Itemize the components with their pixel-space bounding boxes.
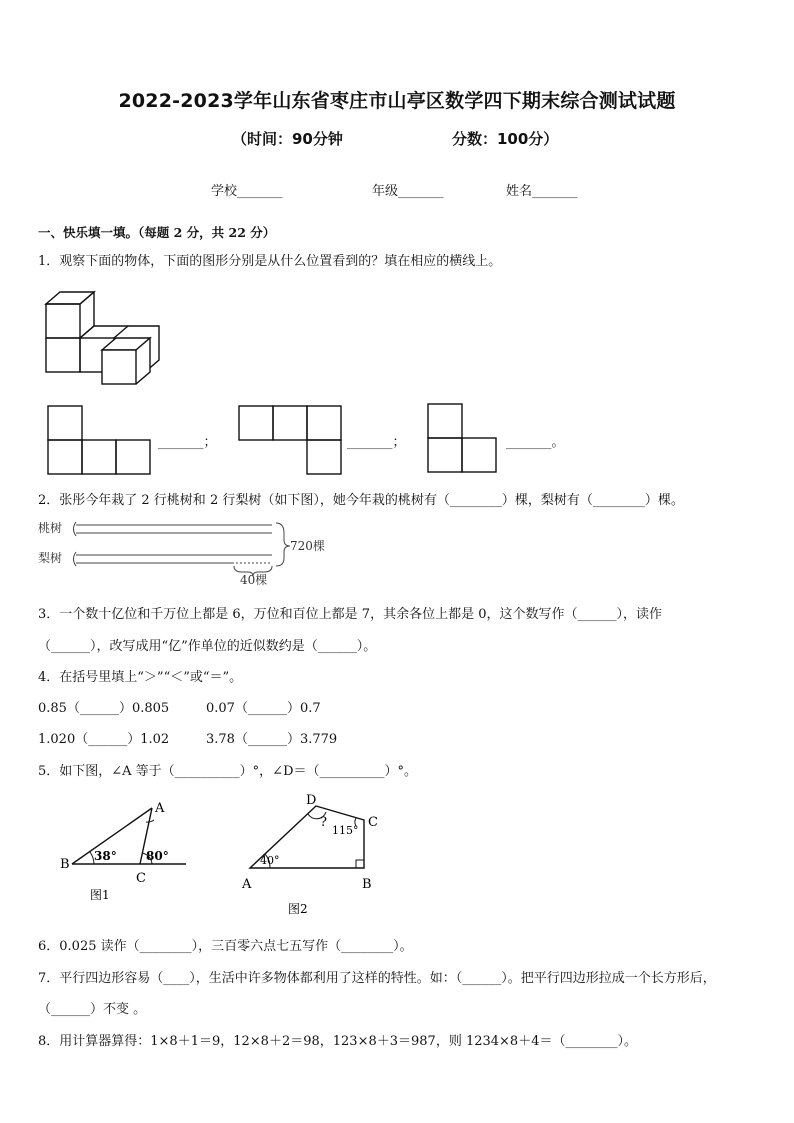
time-label: （时间：90分钟: [232, 130, 343, 148]
question-4-text: 4．在括号里填上“＞”“＜”或“＝”。: [38, 670, 243, 685]
peach-label: 桃树: [38, 521, 63, 535]
svg-text:A: A: [242, 877, 252, 892]
school-field: 学校_______: [211, 184, 283, 199]
score-label: 分数：100分）: [452, 130, 559, 148]
svg-text:B: B: [362, 877, 372, 892]
svg-text:115°: 115°: [332, 824, 359, 837]
svg-text:?: ?: [320, 815, 327, 830]
svg-text:80°: 80°: [146, 849, 169, 863]
svg-text:C: C: [368, 815, 378, 830]
q1-blank-2: _______；: [347, 435, 406, 450]
triangle-figure-1: [56, 796, 196, 908]
question-3-line-2: （______），改写成用“亿”作单位的近似数约是（______）。: [38, 639, 377, 654]
svg-text:40°: 40°: [260, 854, 280, 867]
question-6-text: 6．0.025 读作（________），三百零六点七五写作（________）。: [38, 939, 413, 954]
svg-text:38°: 38°: [94, 849, 117, 863]
cube-stack-figure: [42, 290, 164, 386]
compare-4: 3.78（______）3.779: [206, 732, 338, 747]
question-1-text: 1．观察下面的物体，下面的图形分别是从什么位置看到的？填在相应的横线上。: [38, 254, 502, 269]
compare-3: 1.020（______）1.02: [38, 732, 170, 747]
q1-blank-3: _______。: [506, 435, 565, 450]
question-8-text: 8．用计算器算得：1×8＋1＝9，12×8＋2＝98，123×8＋3＝987，则 1234×8＋4＝（________）。: [38, 1034, 637, 1049]
grade-field: 年级_______: [372, 184, 444, 199]
quadrilateral-figure-2: [236, 790, 396, 920]
compare-2: 0.07（______）0.7: [206, 701, 321, 716]
fig1-caption: 图1: [90, 888, 110, 902]
view-figure-1: [46, 404, 156, 476]
pear-label: 梨树: [38, 551, 63, 565]
page-title: 2022-2023学年山东省枣庄市山亭区数学四下期末综合测试试题: [118, 90, 676, 112]
question-5-text: 5．如下图，∠A 等于（__________）°，∠D＝（__________）°。: [38, 764, 417, 779]
name-field: 姓名_______: [506, 184, 578, 199]
view-figure-2: [237, 404, 347, 476]
section-heading: 一、快乐填一填。（每题 2 分，共 22 分）: [38, 225, 276, 240]
fig2-caption: 图2: [288, 902, 308, 916]
q1-blank-1: _______；: [158, 435, 217, 450]
view-figure-3: [426, 402, 502, 476]
svg-text:C: C: [136, 871, 146, 886]
question-3-line-1: 3．一个数十亿位和千万位上都是 6，万位和百位上都是 7，其余各位上都是 0，这个数写作（______），读作: [38, 607, 662, 622]
question-2-text: 2．张彤今年栽了 2 行桃树和 2 行梨树（如下图），她今年栽的桃树有（________）棵，梨树有（________）棵。: [38, 493, 684, 508]
svg-text:A: A: [155, 801, 165, 816]
question-7-line-1: 7．平行四边形容易（____），生活中许多物体都利用了这样的特性。如：（______）。把平行四边形拉成一个长方形后，: [38, 971, 716, 986]
tree-diagram: [36, 518, 336, 588]
svg-text:D: D: [306, 793, 317, 808]
svg-text:B: B: [60, 857, 70, 872]
diff-label: 40棵: [240, 573, 268, 587]
compare-1: 0.85（______）0.805: [38, 701, 170, 716]
question-7-line-2: （______）不变 。: [38, 1002, 147, 1017]
total-label: 720棵: [290, 539, 325, 553]
